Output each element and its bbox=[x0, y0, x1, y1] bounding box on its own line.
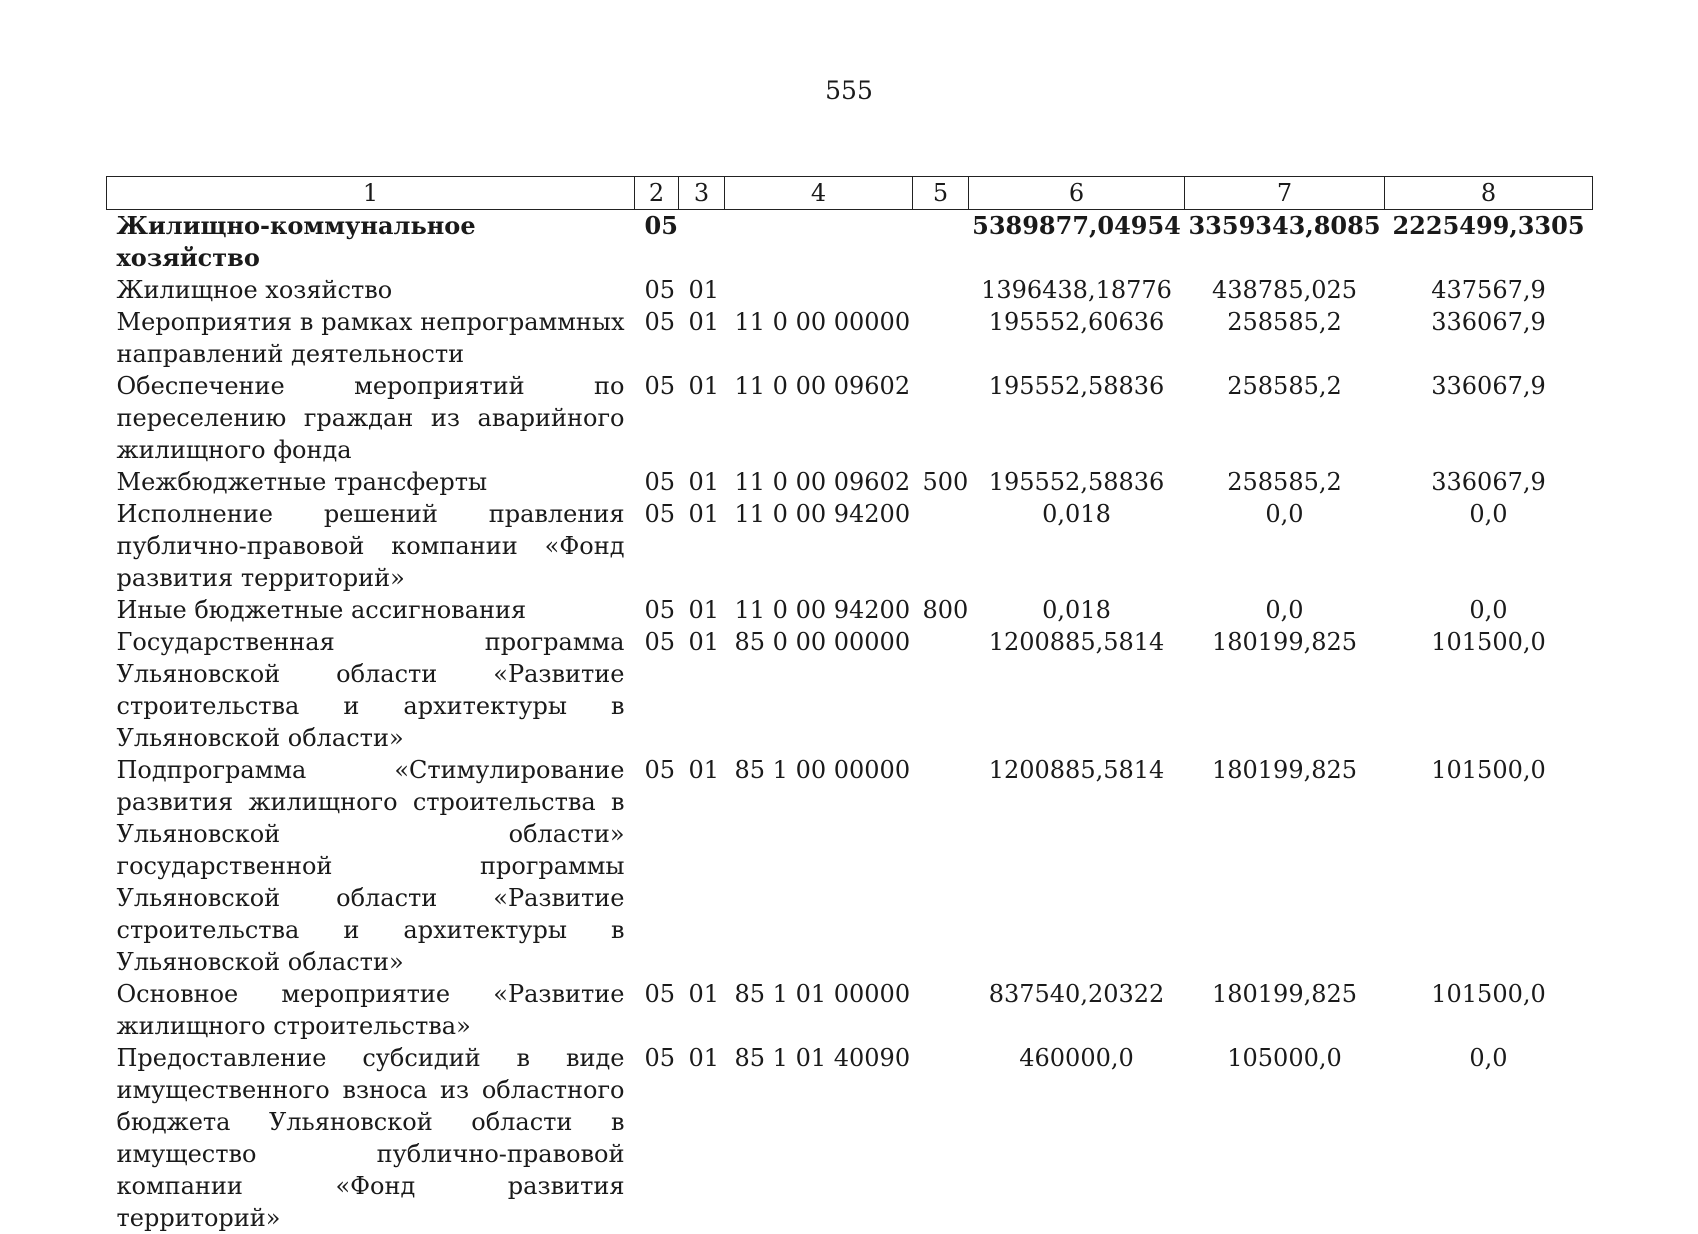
target-article-code: 85 1 01 40090 bbox=[734, 1044, 911, 1072]
target-article-code: 11 0 00 00000 bbox=[734, 308, 911, 336]
amount-col6: 1200885,5814 bbox=[988, 628, 1165, 656]
table-row bbox=[107, 370, 1593, 466]
table-row bbox=[107, 626, 1593, 754]
section-code: 05 bbox=[644, 468, 676, 496]
header-cell: 2 bbox=[635, 177, 679, 210]
section-code: 05 bbox=[644, 500, 676, 528]
table-row bbox=[107, 274, 1593, 306]
amount-col6: 195552,58836 bbox=[988, 372, 1165, 400]
target-article-code: 85 0 00 00000 bbox=[734, 628, 911, 656]
table-row bbox=[107, 306, 1593, 370]
table-row bbox=[107, 210, 1593, 275]
expense-type-code: 800 bbox=[922, 596, 969, 624]
target-article-code: 85 1 00 00000 bbox=[734, 756, 911, 784]
amount-col7: 258585,2 bbox=[1227, 308, 1342, 336]
expense-type-code bbox=[913, 1042, 969, 1234]
row-name: Обеспечение мероприятий по переселению граждан из аварийного жилищного фонда bbox=[116, 372, 625, 464]
amount-col7: 0,0 bbox=[1265, 500, 1304, 528]
expense-type-code bbox=[913, 978, 969, 1042]
amount-col8: 2225499,3305 bbox=[1392, 211, 1585, 240]
table-row bbox=[107, 1042, 1593, 1234]
target-article-code bbox=[725, 210, 913, 275]
subsection-code: 01 bbox=[688, 372, 720, 400]
budget-table bbox=[106, 176, 1593, 1234]
table-row bbox=[107, 466, 1593, 498]
subsection-code: 01 bbox=[688, 276, 720, 304]
subsection-code: 01 bbox=[688, 468, 720, 496]
expense-type-code bbox=[913, 370, 969, 466]
header-row bbox=[107, 177, 1593, 210]
amount-col6: 837540,20322 bbox=[988, 980, 1165, 1008]
table-row bbox=[107, 594, 1593, 626]
amount-col7: 180199,825 bbox=[1211, 756, 1358, 784]
amount-col7: 258585,2 bbox=[1227, 372, 1342, 400]
amount-col7: 180199,825 bbox=[1211, 628, 1358, 656]
amount-col7: 0,0 bbox=[1265, 596, 1304, 624]
subsection-code: 01 bbox=[688, 308, 720, 336]
section-code: 05 bbox=[644, 308, 676, 336]
target-article-code: 11 0 00 09602 bbox=[734, 372, 911, 400]
expense-type-code bbox=[913, 498, 969, 594]
section-code: 05 bbox=[644, 596, 676, 624]
amount-col8: 336067,9 bbox=[1431, 308, 1546, 336]
subsection-code bbox=[679, 210, 725, 275]
amount-col7: 180199,825 bbox=[1211, 980, 1358, 1008]
amount-col8: 336067,9 bbox=[1431, 468, 1546, 496]
amount-col8: 0,0 bbox=[1469, 596, 1508, 624]
amount-col8: 336067,9 bbox=[1431, 372, 1546, 400]
header-cell: 5 bbox=[913, 177, 969, 210]
header-cell: 7 bbox=[1185, 177, 1385, 210]
row-name: Предоставление субсидий в виде имущественного взноса из областного бюджета Ульяновской области в имущество публично-правовой компании «Фонд развития территорий» bbox=[116, 1044, 625, 1232]
amount-col6: 195552,58836 bbox=[988, 468, 1165, 496]
row-name: Жилищно-коммунальное хозяйство bbox=[116, 211, 476, 272]
page-number: 555 bbox=[825, 76, 873, 105]
subsection-code: 01 bbox=[688, 980, 720, 1008]
section-code: 05 bbox=[644, 276, 676, 304]
row-name: Основное мероприятие «Развитие жилищного строительства» bbox=[116, 980, 625, 1040]
section-code: 05 bbox=[644, 372, 676, 400]
amount-col8: 437567,9 bbox=[1431, 276, 1546, 304]
amount-col7: 258585,2 bbox=[1227, 468, 1342, 496]
section-code: 05 bbox=[644, 211, 678, 240]
expense-type-code bbox=[913, 306, 969, 370]
amount-col7: 438785,025 bbox=[1211, 276, 1358, 304]
target-article-code: 11 0 00 94200 bbox=[734, 500, 911, 528]
expense-type-code bbox=[913, 210, 969, 275]
amount-col6: 1200885,5814 bbox=[988, 756, 1165, 784]
header-cell: 4 bbox=[725, 177, 913, 210]
subsection-code: 01 bbox=[688, 500, 720, 528]
row-name: Подпрограмма «Стимулирование развития жилищного строительства в Ульяновской области» государственной программы Ульяновской области «Развитие строительства и архитектуры в Ульяновской области» bbox=[116, 756, 625, 976]
amount-col8: 101500,0 bbox=[1431, 756, 1546, 784]
row-name: Исполнение решений правления публично-правовой компании «Фонд развития территорий» bbox=[116, 500, 625, 592]
subsection-code: 01 bbox=[688, 756, 720, 784]
expense-type-code: 500 bbox=[922, 468, 969, 496]
subsection-code: 01 bbox=[688, 596, 720, 624]
section-code: 05 bbox=[644, 1044, 676, 1072]
header-cell: 6 bbox=[969, 177, 1185, 210]
table-row bbox=[107, 754, 1593, 978]
amount-col6: 5389877,04954 bbox=[972, 211, 1181, 240]
amount-col8: 101500,0 bbox=[1431, 980, 1546, 1008]
amount-col8: 0,0 bbox=[1469, 1044, 1508, 1072]
table-row bbox=[107, 978, 1593, 1042]
amount-col6: 1396438,18776 bbox=[981, 276, 1172, 304]
section-code: 05 bbox=[644, 628, 676, 656]
target-article-code: 85 1 01 00000 bbox=[734, 980, 911, 1008]
expense-type-code bbox=[913, 274, 969, 306]
section-code: 05 bbox=[644, 756, 676, 784]
amount-col8: 101500,0 bbox=[1431, 628, 1546, 656]
expense-type-code bbox=[913, 754, 969, 978]
table-row bbox=[107, 498, 1593, 594]
target-article-code: 11 0 00 09602 bbox=[734, 468, 911, 496]
amount-col8: 0,0 bbox=[1469, 500, 1508, 528]
header-cell: 3 bbox=[679, 177, 725, 210]
expense-type-code bbox=[913, 626, 969, 754]
target-article-code bbox=[725, 274, 913, 306]
target-article-code: 11 0 00 94200 bbox=[734, 596, 911, 624]
amount-col6: 0,018 bbox=[1042, 596, 1111, 624]
row-name: Иные бюджетные ассигнования bbox=[116, 596, 527, 624]
amount-col7: 105000,0 bbox=[1227, 1044, 1342, 1072]
amount-col6: 0,018 bbox=[1042, 500, 1111, 528]
row-name: Мероприятия в рамках непрограммных направлений деятельности bbox=[116, 308, 625, 368]
amount-col6: 195552,60636 bbox=[988, 308, 1165, 336]
row-name: Государственная программа Ульяновской области «Развитие строительства и архитектуры в Ульяновской области» bbox=[116, 628, 625, 752]
amount-col7: 3359343,8085 bbox=[1188, 211, 1381, 240]
subsection-code: 01 bbox=[688, 1044, 720, 1072]
header-cell: 8 bbox=[1385, 177, 1593, 210]
section-code: 05 bbox=[644, 980, 676, 1008]
row-name: Жилищное хозяйство bbox=[116, 276, 393, 304]
amount-col6: 460000,0 bbox=[1019, 1044, 1134, 1072]
header-cell: 1 bbox=[107, 177, 635, 210]
subsection-code: 01 bbox=[688, 628, 720, 656]
row-name: Межбюджетные трансферты bbox=[116, 468, 488, 496]
